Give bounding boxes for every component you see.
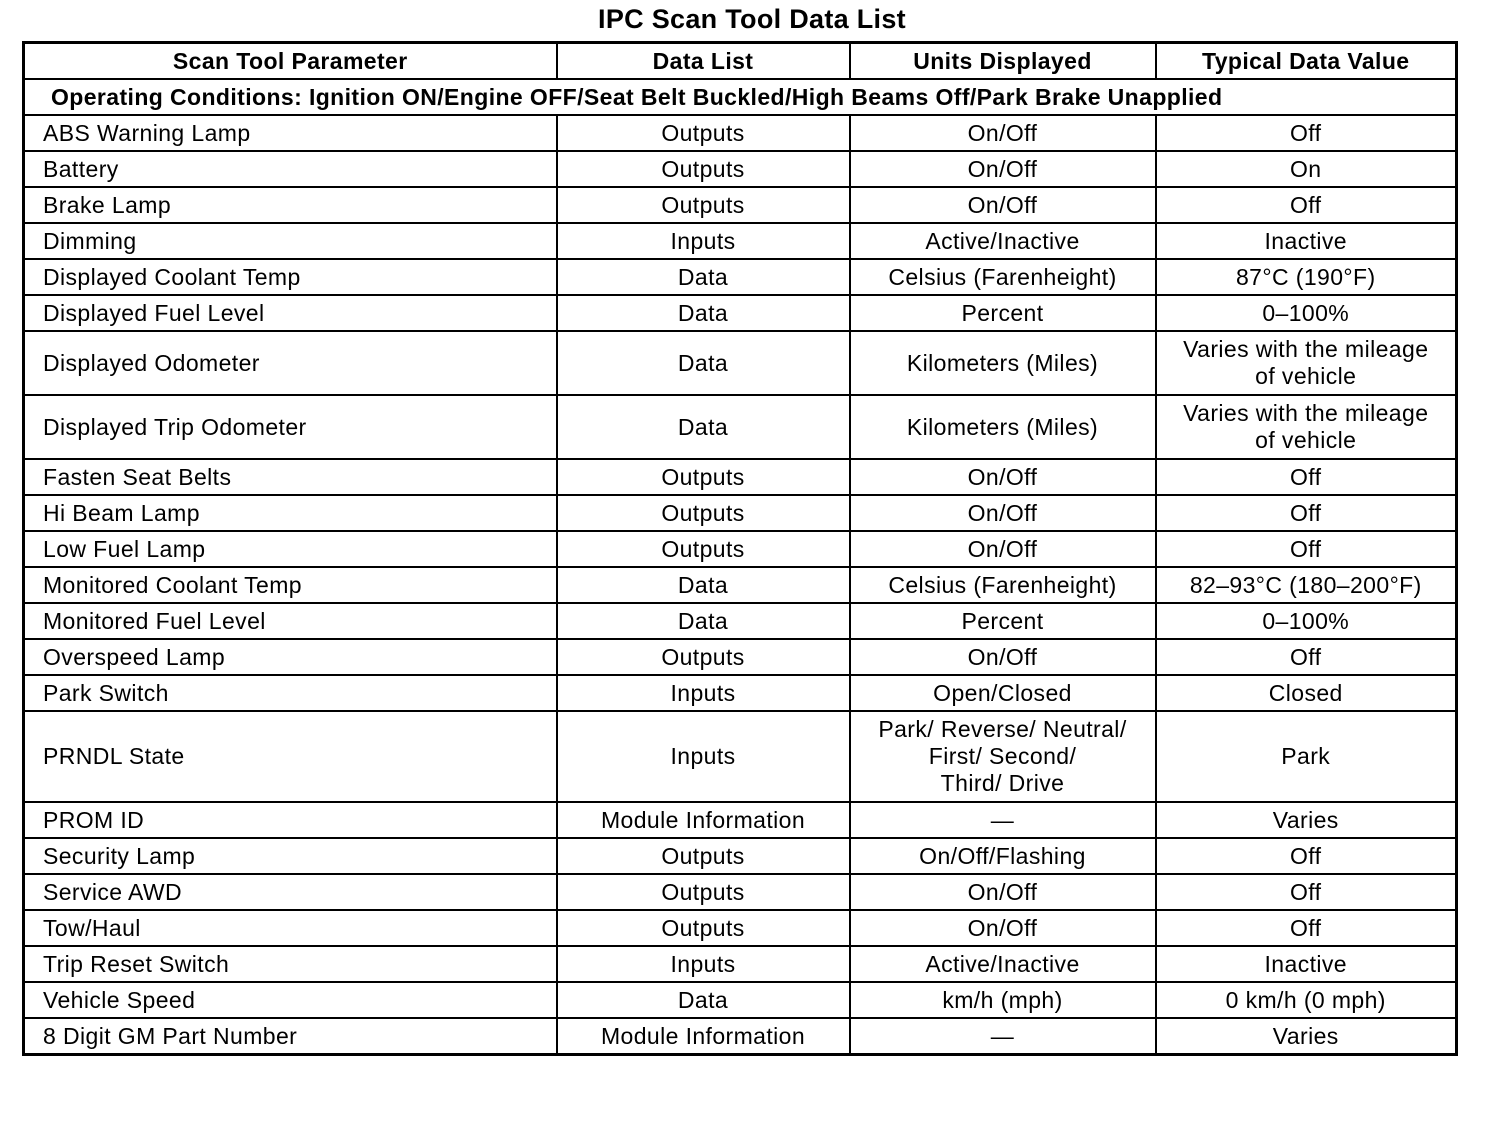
parameter-cell: Vehicle Speed — [24, 982, 557, 1018]
table-row — [24, 639, 1457, 675]
table-row — [24, 675, 1457, 711]
data-list-cell: Outputs — [557, 910, 850, 946]
table-row — [24, 187, 1457, 223]
units-cell: Open/Closed — [850, 675, 1156, 711]
table-row — [24, 115, 1457, 151]
header-data-list: Data List — [557, 43, 850, 80]
typical-cell: Off — [1156, 495, 1457, 531]
parameter-cell: Tow/Haul — [24, 910, 557, 946]
typical-line: of vehicle — [1255, 427, 1357, 453]
units-cell: Percent — [850, 295, 1156, 331]
parameter-cell: Brake Lamp — [24, 187, 557, 223]
header-typical: Typical Data Value — [1156, 43, 1457, 80]
units-cell: Celsius (Farenheight) — [850, 259, 1156, 295]
data-list-cell: Outputs — [557, 495, 850, 531]
parameter-cell: ABS Warning Lamp — [24, 115, 557, 151]
units-cell: On/Off — [850, 910, 1156, 946]
table-row — [24, 151, 1457, 187]
typical-cell — [1156, 395, 1457, 459]
parameter-cell: Service AWD — [24, 874, 557, 910]
table-row — [24, 459, 1457, 495]
table-row — [24, 331, 1457, 395]
units-cell: km/h (mph) — [850, 982, 1156, 1018]
typical-cell: Off — [1156, 531, 1457, 567]
table-row — [24, 711, 1457, 802]
typical-cell: On — [1156, 151, 1457, 187]
header-units: Units Displayed — [850, 43, 1156, 80]
typical-cell: Off — [1156, 910, 1457, 946]
parameter-cell: Security Lamp — [24, 838, 557, 874]
parameter-cell: Displayed Coolant Temp — [24, 259, 557, 295]
units-cell: Kilometers (Miles) — [850, 331, 1156, 395]
data-list-cell: Data — [557, 567, 850, 603]
parameter-cell: Park Switch — [24, 675, 557, 711]
table-row — [24, 982, 1457, 1018]
data-list-cell: Module Information — [557, 1018, 850, 1055]
parameter-cell: Monitored Coolant Temp — [24, 567, 557, 603]
typical-cell: Off — [1156, 639, 1457, 675]
table-row — [24, 223, 1457, 259]
units-cell: On/Off — [850, 874, 1156, 910]
typical-cell: Inactive — [1156, 946, 1457, 982]
units-cell: On/Off — [850, 151, 1156, 187]
data-list-cell: Data — [557, 982, 850, 1018]
typical-cell: Off — [1156, 838, 1457, 874]
typical-cell: Closed — [1156, 675, 1457, 711]
data-list-cell: Outputs — [557, 874, 850, 910]
units-cell: Kilometers (Miles) — [850, 395, 1156, 459]
typical-cell: 0–100% — [1156, 603, 1457, 639]
parameter-cell: Displayed Trip Odometer — [24, 395, 557, 459]
units-cell: — — [850, 802, 1156, 838]
table-row — [24, 395, 1457, 459]
parameter-cell: Dimming — [24, 223, 557, 259]
typical-cell: 82–93°C (180–200°F) — [1156, 567, 1457, 603]
data-list-cell: Outputs — [557, 459, 850, 495]
operating-conditions-row — [24, 79, 1457, 115]
typical-line: of vehicle — [1255, 363, 1357, 389]
units-cell: Active/Inactive — [850, 223, 1156, 259]
data-list-cell: Outputs — [557, 838, 850, 874]
typical-cell: Park — [1156, 711, 1457, 802]
typical-cell: Inactive — [1156, 223, 1457, 259]
data-list-cell: Data — [557, 603, 850, 639]
data-list-cell: Inputs — [557, 675, 850, 711]
table-row — [24, 295, 1457, 331]
units-cell: Celsius (Farenheight) — [850, 567, 1156, 603]
parameter-cell: Overspeed Lamp — [24, 639, 557, 675]
data-list-cell: Inputs — [557, 946, 850, 982]
parameter-cell: 8 Digit GM Part Number — [24, 1018, 557, 1055]
table-row — [24, 259, 1457, 295]
units-cell: On/Off/Flashing — [850, 838, 1156, 874]
typical-cell: Off — [1156, 187, 1457, 223]
typical-line: Varies with the mileage — [1183, 336, 1429, 362]
data-list-cell: Outputs — [557, 531, 850, 567]
data-list-cell: Inputs — [557, 711, 850, 802]
units-line: Park/ Reverse/ Neutral/ — [878, 716, 1127, 742]
parameter-cell: Low Fuel Lamp — [24, 531, 557, 567]
parameter-cell: Fasten Seat Belts — [24, 459, 557, 495]
units-cell: On/Off — [850, 639, 1156, 675]
header-parameter: Scan Tool Parameter — [24, 43, 557, 80]
typical-cell: Off — [1156, 874, 1457, 910]
data-list-cell: Outputs — [557, 639, 850, 675]
operating-conditions: Operating Conditions: Ignition ON/Engine OFF/Seat Belt Buckled/High Beams Off/Park Brake Unapplied — [24, 79, 1457, 115]
parameter-cell: PROM ID — [24, 802, 557, 838]
units-cell: On/Off — [850, 115, 1156, 151]
units-cell: On/Off — [850, 187, 1156, 223]
table-row — [24, 495, 1457, 531]
units-cell: — — [850, 1018, 1156, 1055]
typical-cell: Off — [1156, 459, 1457, 495]
parameter-cell: Monitored Fuel Level — [24, 603, 557, 639]
data-list-cell: Data — [557, 395, 850, 459]
table-row — [24, 567, 1457, 603]
units-line: First/ Second/ — [928, 743, 1077, 769]
data-list-cell: Outputs — [557, 115, 850, 151]
data-list-cell: Outputs — [557, 187, 850, 223]
parameter-cell: Hi Beam Lamp — [24, 495, 557, 531]
typical-cell: 0–100% — [1156, 295, 1457, 331]
data-list-cell: Outputs — [557, 151, 850, 187]
typical-cell: Off — [1156, 115, 1457, 151]
data-list-cell: Data — [557, 331, 850, 395]
table-row — [24, 838, 1457, 874]
typical-line: Varies with the mileage — [1183, 400, 1429, 426]
typical-cell: Varies — [1156, 802, 1457, 838]
table-header-row — [24, 43, 1457, 80]
table-row — [24, 910, 1457, 946]
table-row — [24, 874, 1457, 910]
table-row — [24, 946, 1457, 982]
data-list-cell: Data — [557, 295, 850, 331]
data-list-cell: Data — [557, 259, 850, 295]
parameter-cell: Displayed Fuel Level — [24, 295, 557, 331]
units-cell: On/Off — [850, 531, 1156, 567]
units-cell: On/Off — [850, 495, 1156, 531]
table-row — [24, 603, 1457, 639]
typical-cell — [1156, 331, 1457, 395]
typical-cell: 0 km/h (0 mph) — [1156, 982, 1457, 1018]
table-row — [24, 531, 1457, 567]
page-title: IPC Scan Tool Data List — [598, 4, 906, 34]
table-row — [24, 802, 1457, 838]
parameter-cell: Displayed Odometer — [24, 331, 557, 395]
units-cell: Percent — [850, 603, 1156, 639]
parameter-cell: PRNDL State — [24, 711, 557, 802]
units-cell: Active/Inactive — [850, 946, 1156, 982]
units-cell: On/Off — [850, 459, 1156, 495]
parameter-cell: Trip Reset Switch — [24, 946, 557, 982]
data-list-cell: Module Information — [557, 802, 850, 838]
typical-cell: Varies — [1156, 1018, 1457, 1055]
table-row — [24, 1018, 1457, 1055]
units-cell — [850, 711, 1156, 802]
scan-tool-data-table — [22, 41, 1458, 1056]
data-list-cell: Inputs — [557, 223, 850, 259]
units-line: Third/ Drive — [940, 770, 1065, 796]
typical-cell: 87°C (190°F) — [1156, 259, 1457, 295]
parameter-cell: Battery — [24, 151, 557, 187]
